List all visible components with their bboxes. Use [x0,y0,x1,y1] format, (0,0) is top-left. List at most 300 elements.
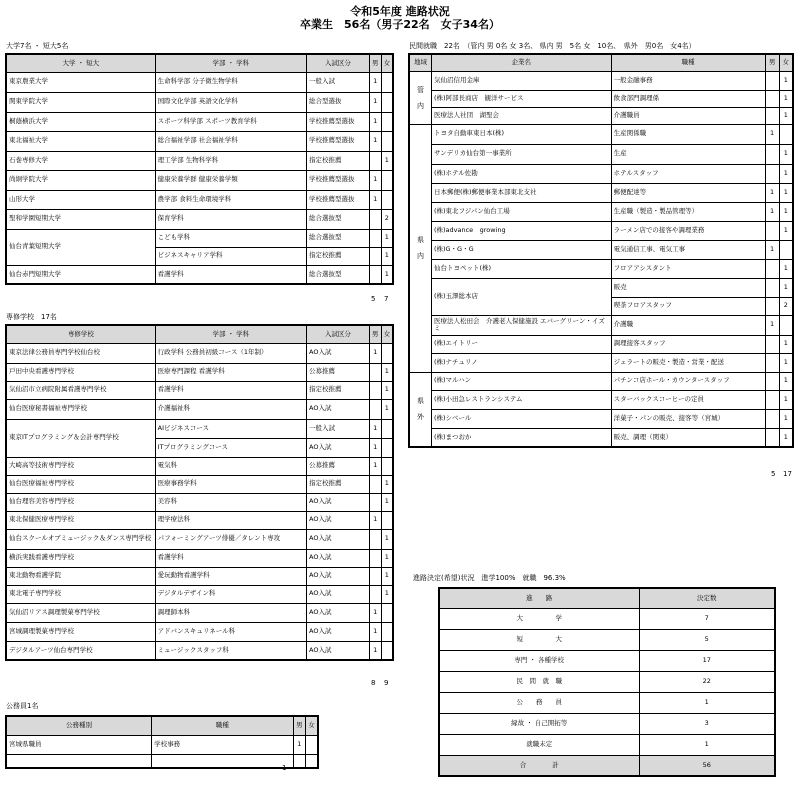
senmon-cell-female: 1 [381,567,393,585]
minkan-cell-male [765,278,779,297]
univ-cell-male: 1 [369,92,381,112]
minkan-cell-job: 喫茶フロアスタッフ [611,297,765,315]
senmon-cell-male: 1 [369,511,381,529]
summary-cell-count: 7 [639,608,775,629]
univ-cell-female: 1 [381,247,393,265]
minkan-cell-female [779,124,793,144]
univ-cell-male: 1 [369,170,381,190]
senmon-cell-exam: AO入試 [307,549,370,567]
koumu-empty-cell [152,754,293,768]
minkan-cell-job: フロアアシスタント [611,259,765,278]
minkan-cell-job: 販売、調理（関東） [611,428,765,447]
minkan-cell-job: スターバックスコーヒーの定員 [611,390,765,409]
table-row [6,209,393,229]
summary-cell-course: 縁故 ・ 自己開拓等 [439,713,639,734]
univ-cell-female [381,92,393,112]
minkan-cell-female: 1 [779,259,793,278]
senmon-cell-faculty: 電気科 [155,457,306,475]
table-row [409,278,793,297]
minkan-cell-female: 1 [779,221,793,240]
table-row [409,107,793,124]
univ-table [5,53,394,285]
table-row [409,183,793,202]
minkan-cell-male [765,372,779,390]
senmon-cell-female [381,343,393,363]
minkan-cell-female [779,240,793,259]
senmon-cell-female [381,457,393,475]
senmon-cell-school: 大崎高等技術専門学校 [6,457,155,475]
minkan-cell-job: 介護職員 [611,107,765,124]
senmon-cell-school: 横浜実践看護専門学校 [6,549,155,567]
table-row [6,363,393,381]
senmon-cell-school: 東北保健医療専門学校 [6,511,155,529]
senmon-cell-school: 仙台医療秘書福祉専門学校 [6,399,155,419]
table-row [409,144,793,164]
univ-cell-male [369,151,381,170]
univ-cell-female: 1 [381,265,393,284]
table-row [409,221,793,240]
minkan-region-cell [409,372,431,447]
table-row [6,72,393,92]
table-row [6,419,393,438]
minkan-cell-job: ラーメン店での接客や調理業務 [611,221,765,240]
summary-row [439,629,775,650]
senmon-cell-female: 1 [381,529,393,549]
minkan-cell-female: 1 [779,390,793,409]
univ-cell-school: 桐蔭横浜大学 [6,112,155,131]
minkan-cell-male [765,144,779,164]
minkan-cell-female: 1 [779,90,793,107]
minkan-cell-company: (株)ナチュリノ [431,353,611,372]
table-row [6,457,393,475]
senmon-header-female: 女 [381,325,393,343]
koumu-section-label: 公務員1名 [6,702,39,710]
univ-cell-male: 1 [369,112,381,131]
senmon-total-female: 9 [384,679,389,687]
minkan-cell-male [765,107,779,124]
minkan-cell-female: 1 [779,71,793,90]
univ-cell-exam: 指定校推薦 [307,151,370,170]
summary-cell-count: 22 [639,671,775,692]
senmon-cell-faculty: ITプログラミングコース [155,438,306,457]
univ-header-female: 女 [381,54,393,72]
minkan-total-female: 17 [783,470,792,478]
koumu-header-female: 女 [306,716,319,735]
minkan-cell-company: 医療法人松田会 介護老人保健施設 エバーグリーン・イズミ [431,315,611,335]
koumu-row-empty [6,754,318,768]
minkan-cell-female: 2 [779,297,793,315]
minkan-cell-female: 1 [779,164,793,183]
senmon-cell-school: 戸田中央看護専門学校 [6,363,155,381]
summary-row [439,713,775,734]
minkan-cell-female: 1 [779,107,793,124]
senmon-cell-exam: AO入試 [307,641,370,660]
minkan-cell-company: (株)マルハン [431,372,611,390]
minkan-section-label: 民間就職 22名 （管内 男 0名 女 3名、 県内 男 5名 女 10名、 県外 男0名 女4名） [409,42,696,50]
minkan-cell-female: 1 [779,202,793,221]
table-row [409,240,793,259]
senmon-cell-exam: AO入試 [307,493,370,511]
univ-cell-exam: 学校推薦型選抜 [307,131,370,151]
table-row [6,567,393,585]
senmon-cell-exam: 一般入試 [307,419,370,438]
table-row [6,549,393,567]
univ-cell-school: 聖和学園短期大学 [6,209,155,229]
minkan-cell-female: 1 [779,372,793,390]
senmon-cell-female: 1 [381,493,393,511]
minkan-header-region: 地域 [409,54,431,71]
table-row [6,603,393,622]
univ-cell-exam: 一般入試 [307,72,370,92]
minkan-cell-male [765,221,779,240]
minkan-cell-male [765,390,779,409]
senmon-cell-male: 1 [369,622,381,641]
summary-total-label: 合 計 [439,755,639,776]
minkan-region-cell [409,124,431,372]
minkan-header-male: 男 [765,54,779,71]
univ-cell-male: 1 [369,190,381,209]
minkan-header-job: 職種 [611,54,765,71]
minkan-cell-female: 1 [779,409,793,428]
minkan-cell-company: 日本郵便(株)郵便事業本部東北支社 [431,183,611,202]
minkan-cell-job: 介護職 [611,315,765,335]
senmon-cell-male: 1 [369,641,381,660]
minkan-cell-job: ジェラートの販売・製造・営業・配送 [611,353,765,372]
senmon-cell-male [369,567,381,585]
senmon-cell-faculty: 看護学科 [155,549,306,567]
univ-cell-exam: 指定校推薦 [307,247,370,265]
table-row [6,92,393,112]
senmon-cell-school: 仙台理容美容専門学校 [6,493,155,511]
senmon-total-male: 8 [371,679,376,687]
univ-header-faculty: 学部 ・ 学科 [155,54,306,72]
senmon-cell-male: 1 [369,457,381,475]
univ-total-male: 5 [371,295,376,303]
summary-cell-count: 3 [639,713,775,734]
summary-row [439,692,775,713]
summary-cell-course: 専門 ・ 各種学校 [439,650,639,671]
senmon-cell-exam: 公募推薦 [307,457,370,475]
univ-cell-exam: 学校推薦型選抜 [307,190,370,209]
summary-cell-count: 1 [639,692,775,713]
summary-cell-course: 就職未定 [439,734,639,755]
senmon-header-faculty: 学部 ・ 学科 [155,325,306,343]
minkan-cell-male [765,428,779,447]
minkan-cell-female: 1 [779,144,793,164]
minkan-cell-company: 仙台トヨペット(株) [431,259,611,278]
koumu-cell-female [306,735,319,754]
table-row [6,381,393,399]
minkan-region-cell [409,71,431,124]
koumu-table [5,715,319,769]
univ-cell-school: 尚絅学院大学 [6,170,155,190]
summary-total-row [439,755,775,776]
senmon-cell-exam: AO入試 [307,603,370,622]
minkan-cell-company: トヨタ自動車東日本(株) [431,124,611,144]
univ-cell-school: 山形大学 [6,190,155,209]
senmon-cell-female: 1 [381,475,393,493]
table-row [409,71,793,90]
senmon-cell-school: 東北動物看護学院 [6,567,155,585]
table-row [6,229,393,247]
senmon-cell-female [381,641,393,660]
univ-cell-school: 東北福祉大学 [6,131,155,151]
minkan-cell-company: (株)東北フジパン仙台工場 [431,202,611,221]
univ-cell-faculty: 総合福祉学部 社会福祉学科 [155,131,306,151]
table-row [6,343,393,363]
summary-row [439,671,775,692]
senmon-cell-exam: AO入試 [307,529,370,549]
minkan-cell-company: サンデリカ仙台第一事業所 [431,144,611,164]
senmon-cell-faculty: 医療専門課程 看護学科 [155,363,306,381]
univ-cell-female [381,131,393,151]
senmon-cell-exam: AO入試 [307,585,370,603]
senmon-cell-exam: AO入試 [307,438,370,457]
senmon-header-school: 専修学校 [6,325,155,343]
page-subtitle: 卒業生 56名（男子22名 女子34名） [300,18,500,31]
senmon-cell-faculty: ミュージックスタッフ科 [155,641,306,660]
univ-cell-school: 東京農業大学 [6,72,155,92]
minkan-cell-job: 洋菓子・パンの販売、接客等（宮城） [611,409,765,428]
minkan-cell-male: 1 [765,202,779,221]
summary-cell-count: 1 [639,734,775,755]
senmon-cell-school: 宮城調理製菓専門学校 [6,622,155,641]
senmon-header-male: 男 [369,325,381,343]
table-row [409,353,793,372]
univ-cell-faculty: 看護学科 [155,265,306,284]
minkan-header-company: 企業名 [431,54,611,71]
senmon-cell-faculty: デジタルデザイン科 [155,585,306,603]
univ-cell-exam: 総合選抜型 [307,229,370,247]
koumu-header-male: 男 [293,716,305,735]
univ-cell-faculty: 理工学部 生物科学科 [155,151,306,170]
senmon-cell-exam: AO入試 [307,511,370,529]
univ-cell-exam: 学校推薦型選抜 [307,170,370,190]
univ-header-male: 男 [369,54,381,72]
minkan-cell-female: 1 [779,183,793,202]
univ-header-exam: 入試区分 [307,54,370,72]
minkan-cell-company: (株)阿部長商店 観洋サービス [431,90,611,107]
univ-cell-faculty: 農学部 食料生命環境学科 [155,190,306,209]
univ-cell-female: 1 [381,229,393,247]
senmon-cell-faculty: パフォーミングアーツ俳優／タレント専攻 [155,529,306,549]
koumu-empty-cell [306,754,319,768]
senmon-cell-male [369,585,381,603]
table-row [6,511,393,529]
summary-row [439,650,775,671]
summary-cell-course: 短 大 [439,629,639,650]
senmon-cell-faculty: 美容科 [155,493,306,511]
minkan-cell-female: 1 [779,278,793,297]
senmon-cell-faculty: 看護学科 [155,381,306,399]
univ-cell-female: 1 [381,151,393,170]
univ-cell-faculty: こども学科 [155,229,306,247]
univ-cell-male [369,209,381,229]
table-row [6,131,393,151]
table-row [409,335,793,353]
univ-cell-male [369,265,381,284]
minkan-cell-male: 1 [765,183,779,202]
univ-cell-faculty: ビジネスキャリア学科 [155,247,306,265]
senmon-cell-male [369,363,381,381]
summary-row [439,734,775,755]
senmon-cell-school: デジタルアーツ仙台専門学校 [6,641,155,660]
univ-header-school: 大学 ・ 短大 [6,54,155,72]
senmon-cell-school: 仙台スクールオブミュージック＆ダンス専門学校 [6,529,155,549]
univ-cell-female [381,170,393,190]
minkan-region-char: 内 [416,101,424,110]
minkan-cell-job: 電気通信工事、電気工事 [611,240,765,259]
table-row [6,475,393,493]
univ-cell-female [381,190,393,209]
senmon-cell-school: 気仙沼リアス調理製菓専門学校 [6,603,155,622]
table-row [409,390,793,409]
table-row [6,265,393,284]
koumu-cell-type: 宮城県職員 [6,735,152,754]
senmon-cell-exam: AO入試 [307,343,370,363]
senmon-cell-school: 仙台医療福祉専門学校 [6,475,155,493]
minkan-region-char: 県 [416,397,424,406]
senmon-cell-female [381,511,393,529]
senmon-cell-male [369,493,381,511]
minkan-table [408,53,794,448]
minkan-cell-job: パチンコ店ホール・カウンタースタッフ [611,372,765,390]
minkan-cell-company: (株)ホテル佐勘 [431,164,611,183]
minkan-cell-male: 1 [765,240,779,259]
univ-cell-school: 仙台赤門短期大学 [6,265,155,284]
summary-cell-course: 公 務 員 [439,692,639,713]
table-row [6,493,393,511]
table-row [409,202,793,221]
univ-cell-school: 仙台青葉短期大学 [6,229,155,265]
summary-row [439,608,775,629]
senmon-cell-male [369,475,381,493]
minkan-cell-job: ホテルスタッフ [611,164,765,183]
senmon-section-label: 専修学校 17名 [6,313,57,321]
univ-cell-faculty: 国際文化学部 英語文化学科 [155,92,306,112]
senmon-cell-male: 1 [369,438,381,457]
summary-section-label: 進路決定(希望)状況 進学100% 就職 96.3% [413,574,566,582]
senmon-cell-male [369,529,381,549]
senmon-cell-female [381,622,393,641]
senmon-cell-male: 1 [369,343,381,363]
table-row [409,164,793,183]
koumu-cell-job: 学校事務 [152,735,293,754]
univ-cell-male: 1 [369,131,381,151]
koumu-row [6,735,318,754]
minkan-cell-job: 郵便配達等 [611,183,765,202]
koumu-empty-cell [293,754,305,768]
minkan-cell-company: (株)G・G・G [431,240,611,259]
minkan-cell-male: 1 [765,315,779,335]
senmon-cell-male: 1 [369,603,381,622]
senmon-cell-exam: AO入試 [307,567,370,585]
minkan-cell-company: (株)玉澤総本店 [431,278,611,315]
page-title: 令和5年度 進路状況 [350,5,450,18]
senmon-cell-faculty: AIビジネスコース [155,419,306,438]
senmon-cell-female: 1 [381,585,393,603]
table-row [409,428,793,447]
table-row [6,622,393,641]
minkan-cell-job: 一般金融事務 [611,71,765,90]
univ-cell-exam: 総合選抜型 [307,265,370,284]
senmon-table [5,324,394,661]
minkan-cell-company: (株)まつおか [431,428,611,447]
minkan-cell-female: 1 [779,428,793,447]
koumu-total-male: 1 [282,764,287,772]
univ-cell-faculty: 生命科学部 分子微生物学科 [155,72,306,92]
table-row [409,124,793,144]
table-row [6,170,393,190]
minkan-cell-male [765,353,779,372]
univ-cell-male: 1 [369,72,381,92]
senmon-cell-male [369,399,381,419]
senmon-cell-exam: 指定校推薦 [307,475,370,493]
senmon-cell-faculty: 理学療法科 [155,511,306,529]
minkan-cell-job: 生産職（製造・製品管理等） [611,202,765,221]
senmon-cell-female: 1 [381,549,393,567]
senmon-cell-male: 1 [369,419,381,438]
senmon-cell-female [381,419,393,438]
minkan-cell-job: 生産関係職 [611,124,765,144]
table-row [6,641,393,660]
minkan-cell-company: (株)小田急レストランシステム [431,390,611,409]
senmon-cell-faculty: 行政学科 公務員初級コース（1年制） [155,343,306,363]
minkan-cell-company: (株)エイトリー [431,335,611,353]
senmon-cell-faculty: 愛玩動物看護学科 [155,567,306,585]
senmon-cell-male [369,549,381,567]
univ-cell-faculty: 保育学科 [155,209,306,229]
univ-cell-faculty: 健康栄養学群 健康栄養学類 [155,170,306,190]
senmon-cell-female [381,603,393,622]
univ-cell-school: 石巻専修大学 [6,151,155,170]
minkan-cell-male [765,409,779,428]
koumu-header-type: 公務種別 [6,716,152,735]
summary-cell-count: 5 [639,629,775,650]
univ-cell-female [381,72,393,92]
senmon-cell-female: 1 [381,363,393,381]
minkan-cell-job: 調理接客スタッフ [611,335,765,353]
minkan-region-char: 管 [416,85,424,94]
minkan-cell-company: 気仙沼信用金庫 [431,71,611,90]
senmon-cell-faculty: 介護福祉科 [155,399,306,419]
table-row [6,529,393,549]
univ-cell-female: 2 [381,209,393,229]
minkan-cell-male [765,164,779,183]
summary-table [438,587,776,777]
minkan-region-char: 内 [416,252,424,260]
table-row [409,409,793,428]
table-row [6,151,393,170]
table-row [409,372,793,390]
univ-cell-exam: 総合選抜型 [307,209,370,229]
minkan-cell-female [779,315,793,335]
senmon-cell-female: 1 [381,381,393,399]
univ-total-female: 7 [384,295,389,303]
minkan-cell-job: 生産 [611,144,765,164]
koumu-empty-cell [6,754,152,768]
senmon-cell-exam: AO入試 [307,399,370,419]
senmon-cell-female: 1 [381,399,393,419]
table-row [6,585,393,603]
koumu-header-job: 職種 [152,716,293,735]
univ-cell-male [369,229,381,247]
table-row [409,259,793,278]
univ-cell-exam: 学校推薦型選抜 [307,112,370,131]
senmon-cell-exam: AO入試 [307,622,370,641]
minkan-cell-male [765,259,779,278]
minkan-cell-company: (株)シベール [431,409,611,428]
